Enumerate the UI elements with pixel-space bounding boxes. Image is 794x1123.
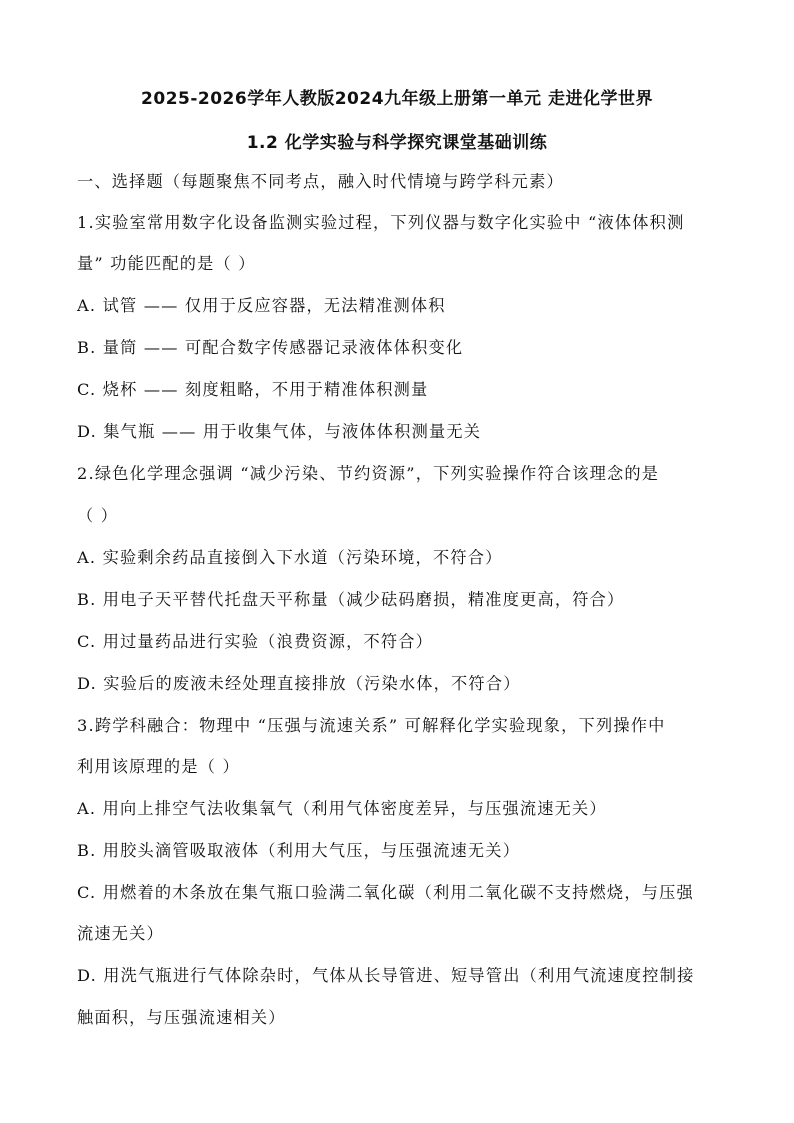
question-1-stem: 1.实验室常用数字化设备监测实验过程，下列仪器与数字化实验中 “液体体积测 [77, 213, 685, 232]
question-3-stem-cont: 利用该原理的是（ ） [77, 757, 240, 776]
question-2-option-b: B. 用电子天平替代托盘天平称量（减少砝码磨损，精准度更高，符合） [77, 590, 625, 609]
question-2-stem-cont: （ ） [77, 506, 119, 525]
question-1-option-c: C. 烧杯 —— 刻度粗略，不用于精准体积测量 [77, 380, 429, 399]
question-3-option-d-cont: 触面积，与压强流速相关） [77, 1008, 286, 1027]
question-3-option-c-cont: 流速无关） [77, 924, 164, 943]
question-3-option-a: A. 用向上排空气法收集氧气（利用气体密度差异，与压强流速无关） [77, 799, 607, 818]
question-2-stem: 2.绿色化学理念强调 “减少污染、节约资源”，下列实验操作符合该理念的是 [77, 464, 660, 483]
question-2-option-d: D. 实验后的废液未经处理直接排放（污染水体，不符合） [77, 674, 521, 693]
question-1-option-b: B. 量筒 —— 可配合数字传感器记录液体体积变化 [77, 338, 464, 357]
document-title: 2025-2026学年人教版2024九年级上册第一单元 走进化学世界 [141, 89, 653, 109]
question-3-option-d: D. 用洗气瓶进行气体除杂时，气体从长导管进、短导管出（利用气流速度控制接 [77, 966, 695, 985]
question-1-option-a: A. 试管 —— 仅用于反应容器，无法精准测体积 [77, 296, 446, 315]
question-2-option-a: A. 实验剩余药品直接倒入下水道（污染环境，不符合） [77, 548, 503, 567]
document-subtitle: 1.2 化学实验与科学探究课堂基础训练 [246, 133, 548, 153]
section-heading: 一、选择题（每题聚焦不同考点，融入时代情境与跨学科元素） [77, 172, 564, 191]
question-2-option-c: C. 用过量药品进行实验（浪费资源，不符合） [77, 632, 434, 651]
question-3-stem: 3.跨学科融合：物理中 “压强与流速关系” 可解释化学实验现象，下列操作中 [77, 716, 666, 735]
question-1-stem-cont: 量” 功能匹配的是（ ） [77, 254, 256, 273]
question-3-option-b: B. 用胶头滴管吸取液体（利用大气压，与压强流速无关） [77, 841, 521, 860]
question-1-option-d: D. 集气瓶 —— 用于收集气体，与液体体积测量无关 [77, 422, 482, 441]
question-3-option-c: C. 用燃着的木条放在集气瓶口验满二氧化碳（利用二氧化碳不支持燃烧，与压强 [77, 883, 694, 902]
